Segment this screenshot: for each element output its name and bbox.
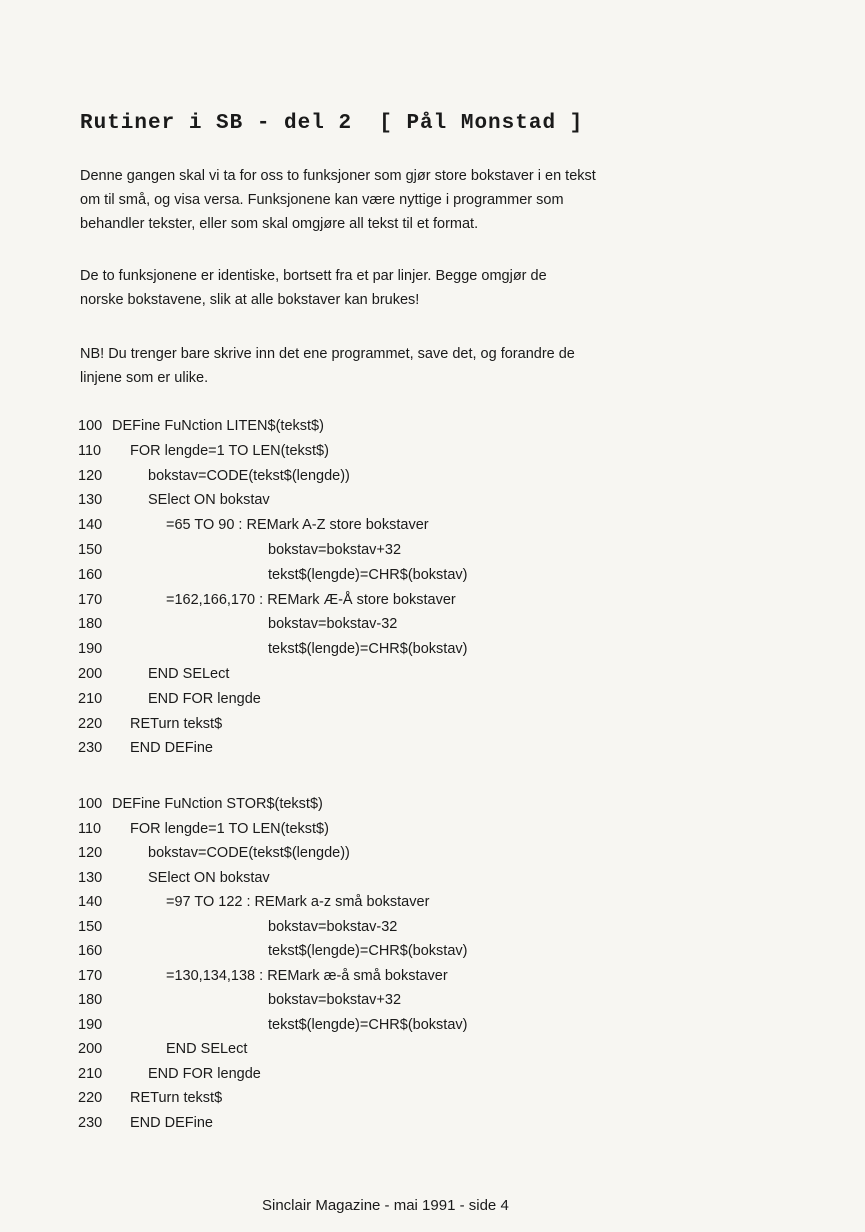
paragraph-line: NB! Du trenger bare skrive inn det ene programmet, save det, og forandre de [80,346,575,362]
code-statement: tekst$(lengde)=CHR$(bokstav) [268,943,468,959]
code-statement: FOR lengde=1 TO LEN(tekst$) [130,442,329,459]
code-statement: =97 TO 122 : REMark a-z små bokstaver [166,894,430,910]
code-statement: END SELect [166,1041,248,1057]
code-statement: RETurn tekst$ [130,715,223,732]
code-statement: END DEFine [130,740,213,757]
second-paragraph [80,264,790,312]
code-statement: tekst$(lengde)=CHR$(bokstav) [268,641,468,658]
code-statement: =162,166,170 : REMark Æ-Å store bokstaver [166,591,456,608]
line-number: 160 [78,566,103,583]
line-number: 170 [78,591,103,608]
code-statement: END FOR lengde [148,1065,261,1082]
line-number: 130 [78,492,103,509]
paragraph-line: behandler tekster, eller som skal omgjøre all tekst til et format. [80,216,479,232]
line-number: 190 [78,1016,103,1033]
code-statement: RETurn tekst$ [130,1090,223,1106]
line-number: 170 [78,967,103,984]
paragraph-line: Denne gangen skal vi ta for oss to funksjoner som gjør store bokstaver i en tekst [80,168,596,184]
line-number: 160 [78,943,103,959]
line-number: 230 [78,1114,103,1131]
line-number: 120 [78,845,103,861]
line-number: 200 [78,666,103,682]
code-statement: FOR lengde=1 TO LEN(tekst$) [130,820,329,837]
intro-paragraph [80,164,790,236]
line-number: 110 [78,442,102,459]
paragraph-line: De to funksjonene er identiske, bortsett fra et par linjer. Begge omgjør de [80,268,547,284]
line-number: 210 [78,690,103,707]
line-number: 140 [78,517,103,534]
code-statement: SElect ON bokstav [148,869,270,886]
code-statement: tekst$(lengde)=CHR$(bokstav) [268,566,468,583]
line-number: 220 [78,1090,103,1106]
article-title: Rutiner i SB - del 2 [ Pål Monstad ] [80,112,584,135]
code-statement: bokstav=bokstav-32 [268,918,398,935]
line-number: 120 [78,467,103,484]
code-statement: END SELect [148,666,230,682]
code-statement: =130,134,138 : REMark æ-å små bokstaver [166,967,448,984]
paragraph-line: om til små, og visa versa. Funksjonene kan være nyttige i programmer som [80,192,564,208]
code-statement: bokstav=bokstav-32 [268,616,398,633]
line-number: 220 [78,715,103,732]
code-statement: bokstav=CODE(tekst$(lengde)) [148,467,350,484]
code-statement: DEFine FuNction STOR$(tekst$) [112,796,323,812]
code-statement: =65 TO 90 : REMark A-Z store bokstaver [166,517,429,534]
code-statement: bokstav=bokstav+32 [268,992,402,1008]
line-number: 150 [78,542,103,558]
note-paragraph [80,342,790,390]
line-number: 230 [78,740,103,757]
line-number: 140 [78,894,103,910]
line-number: 100 [78,796,103,812]
code-statement: END FOR lengde [148,690,261,707]
code-statement: bokstav=bokstav+32 [268,542,402,558]
line-number: 180 [78,616,103,633]
code-statement: tekst$(lengde)=CHR$(bokstav) [268,1016,468,1033]
line-number: 110 [78,820,102,837]
line-number: 150 [78,918,103,935]
code-statement: SElect ON bokstav [148,492,270,509]
line-number: 180 [78,992,103,1008]
page-footer: Sinclair Magazine - mai 1991 - side 4 [262,1197,509,1214]
line-number: 130 [78,869,103,886]
paragraph-line: norske bokstavene, slik at alle bokstaver kan brukes! [80,292,420,308]
line-number: 210 [78,1065,103,1082]
code-statement: END DEFine [130,1114,213,1131]
code-statement: DEFine FuNction LITEN$(tekst$) [112,418,324,434]
line-number: 100 [78,418,103,434]
paragraph-line: linjene som er ulike. [80,370,209,386]
line-number: 190 [78,641,103,658]
code-statement: bokstav=CODE(tekst$(lengde)) [148,845,350,861]
line-number: 200 [78,1041,103,1057]
